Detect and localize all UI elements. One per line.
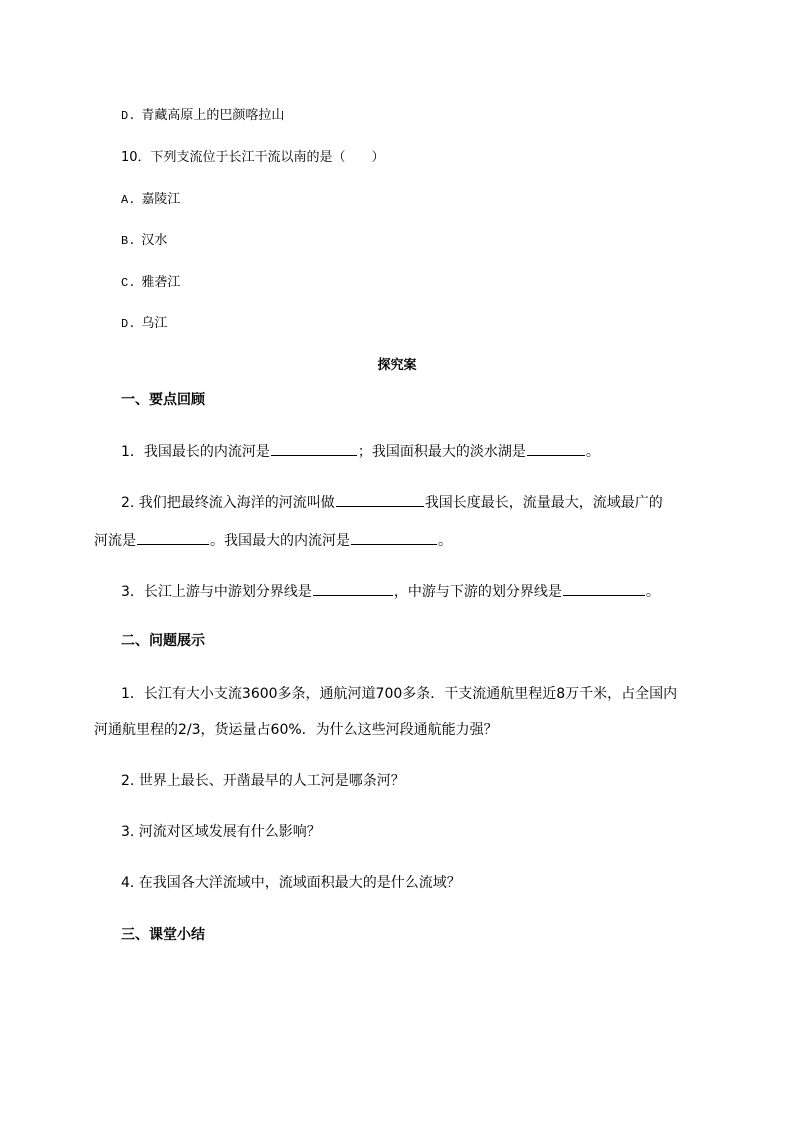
option-text: 乌江 [141,316,168,331]
problem-1-line1: 1．长江有大小支流3600多条，通航河道700多条．干支流通航里程近8万千米，占全国内 [121,686,678,702]
problem-2: 2. 世界上最长、开凿最早的人工河是哪条河？ [121,773,405,789]
part2-title: 二、问题展示 [121,633,205,649]
option-text: 汉水 [141,233,168,248]
option-letter: D. [121,109,136,123]
option-d-top [121,107,284,125]
text-segment: 3．长江上游与中游划分界线是 [121,584,312,600]
fill-blank[interactable] [137,530,209,545]
text-segment: 河流是 [94,533,136,549]
text-segment: 。 [645,584,660,600]
text-segment: 2. 我们把最终流入海洋的河流叫做 [121,495,335,511]
option-text: 青藏高原上的巴颜喀拉山 [141,108,285,123]
fill-blank[interactable] [351,530,437,545]
section-heading: 探究案 [377,358,417,373]
text-segment: 。我国最大的内流河是 [210,533,350,549]
option-letter: B. [121,234,136,248]
problem-1-line2: 河通航里程的2/3，货运量占60%．为什么这些河段通航能力强？ [94,722,498,738]
text-segment: 。 [438,533,452,549]
problem-3: 3. 河流对区域发展有什么影响？ [121,824,321,840]
fill-blank[interactable] [563,581,645,596]
problem-4: 4. 在我国各大洋流域中，流域面积最大的是什么流域？ [121,875,461,891]
fill-blank[interactable] [271,441,357,456]
part1-title: 一、要点回顾 [121,392,205,408]
q10-option-b [121,232,167,250]
option-letter: A. [121,193,136,207]
fill-blank[interactable] [313,581,393,596]
text-segment: 。 [585,444,600,460]
text-segment: 我国长度最长，流量最大，流域最广的 [424,495,663,511]
text-segment: ，中游与下游的划分界线是 [393,584,562,600]
fill-blank[interactable] [336,492,424,507]
q10-option-d [121,315,167,333]
review-item-1 [121,441,600,461]
q10-option-a [121,191,180,209]
fill-blank[interactable] [527,441,585,456]
option-text: 雅砻江 [141,275,181,290]
option-letter: C. [121,276,136,290]
part3-title: 三、课堂小结 [121,927,205,943]
text-segment: 1．我国最长的内流河是 [121,444,270,460]
review-item-2-cont [94,530,452,550]
review-item-2 [121,492,663,512]
review-item-3 [121,581,660,601]
option-letter: D. [121,317,136,331]
question-10: 10．下列支流位于长江干流以南的是（ ） [121,150,385,165]
option-text: 嘉陵江 [141,192,181,207]
q10-option-c [121,274,180,292]
text-segment: ；我国面积最大的淡水湖是 [357,444,526,460]
